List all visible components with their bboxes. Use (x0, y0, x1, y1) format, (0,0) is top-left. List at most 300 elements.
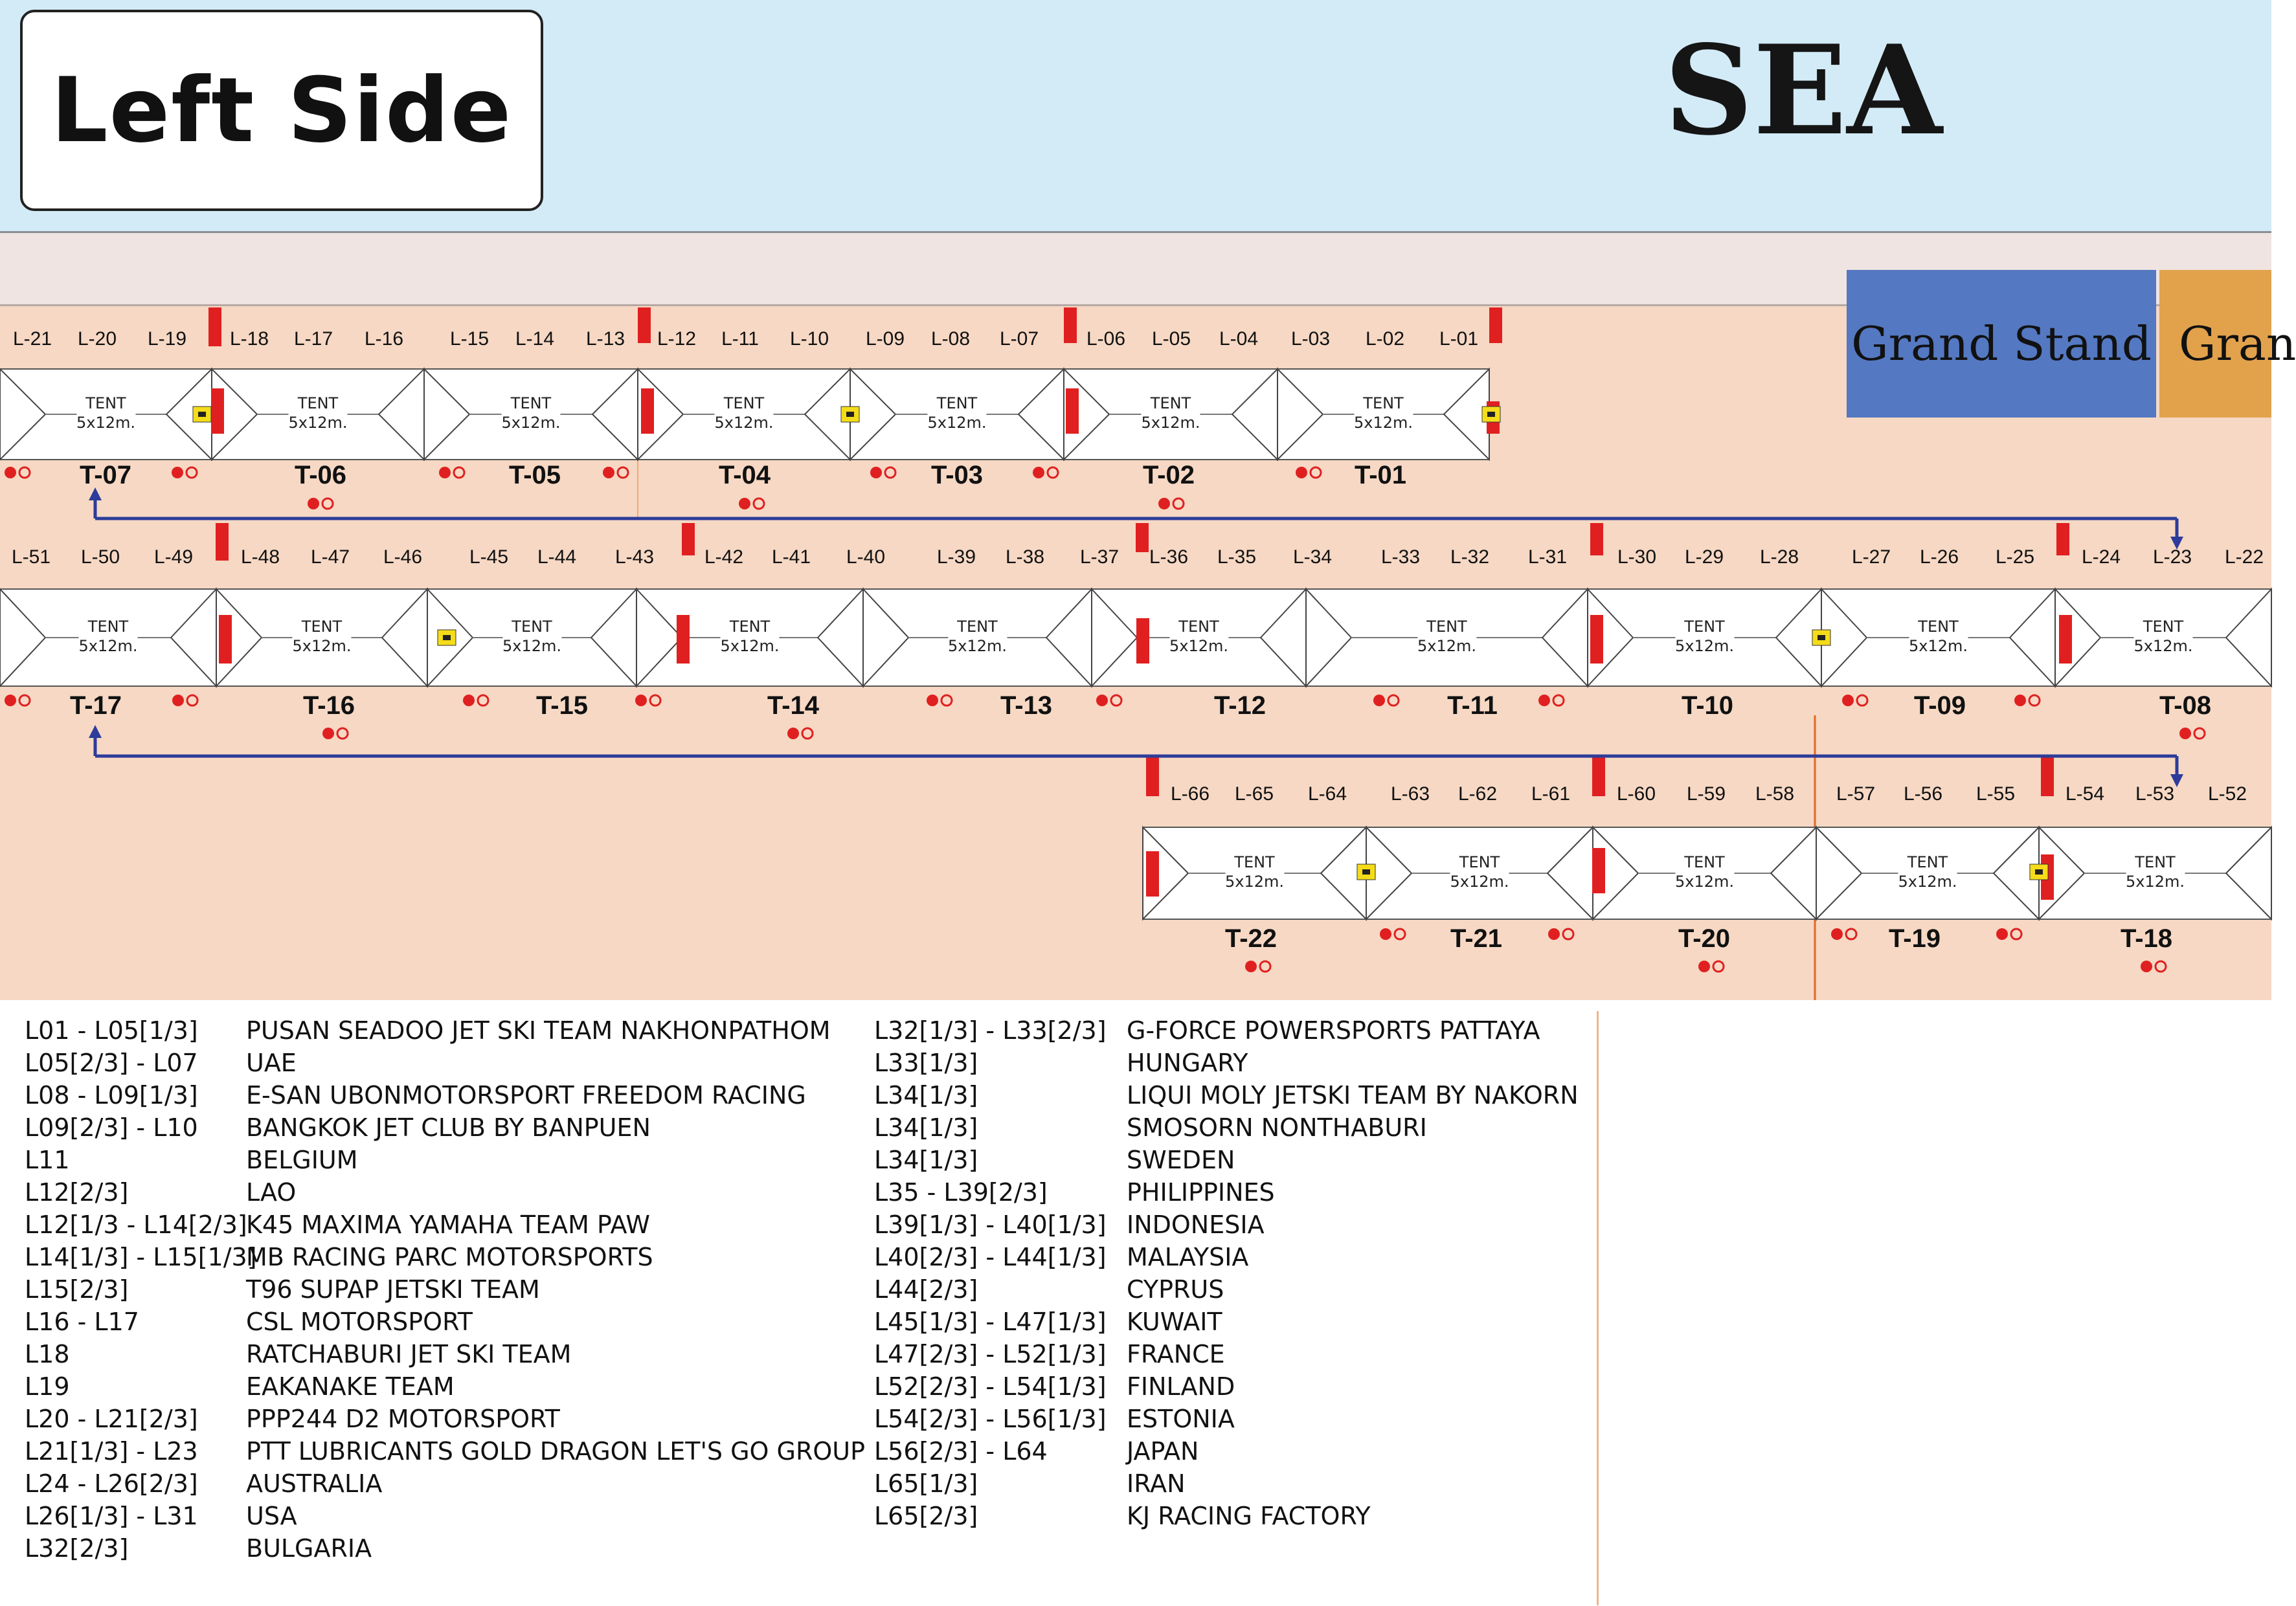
power-and-water-icon (927, 695, 938, 706)
tent-size: 5x12m. (501, 414, 561, 432)
legend-team-name: BELGIUM (246, 1146, 358, 1174)
lot-label: L-04 (1219, 328, 1259, 350)
legend-team-name: LAO (246, 1178, 297, 1207)
power-and-water-icon (1996, 928, 2008, 940)
legend-team-name: BANGKOK JET CLUB BY BANPUEN (246, 1113, 651, 1142)
power-and-water-icon (2029, 695, 2040, 706)
legend-divider (1597, 1011, 1599, 1605)
tent-label: TENT (1684, 853, 1725, 871)
lot-label: L-23 (2152, 546, 2192, 568)
red-flag-icon (1136, 618, 1149, 664)
legend-team-name: SWEDEN (1127, 1146, 1235, 1174)
tent-id-label: T-14 (767, 691, 820, 720)
tent-id-label: T-16 (302, 691, 355, 720)
lot-label: L-11 (721, 328, 759, 350)
lot-label: L-07 (999, 328, 1039, 350)
lot-label: L-46 (383, 546, 423, 568)
lot-label: L-47 (310, 546, 350, 568)
lot-label: L-59 (1686, 783, 1726, 805)
tent-size: 5x12m. (2133, 637, 2193, 655)
lot-label: L-22 (2224, 546, 2264, 568)
lot-label: L-48 (240, 546, 280, 568)
red-flag-icon (208, 307, 221, 346)
tent-size: 5x12m. (1169, 637, 1229, 655)
lot-label: L-44 (537, 546, 577, 568)
red-flag-icon (1590, 523, 1603, 555)
power-and-water-icon (739, 498, 750, 509)
legend-team-name: INDONESIA (1127, 1210, 1265, 1239)
tent-size: 5x12m. (502, 637, 562, 655)
tent-label: TENT (729, 618, 771, 636)
legend-team-name: T96 SUPAP JETSKI TEAM (246, 1275, 540, 1304)
tent-size: 5x12m. (1674, 637, 1735, 655)
legend-lot-range: L12[1/3 - L14[2/3] (25, 1210, 247, 1239)
tent-id-label: T-17 (69, 691, 122, 720)
tent-label: TENT (1426, 618, 1467, 636)
tent-id-label: T-11 (1447, 691, 1498, 720)
tent-id-label: T-10 (1681, 691, 1734, 720)
lot-label: L-09 (865, 328, 905, 350)
lot-label: L-55 (1975, 783, 2016, 805)
lot-label: L-10 (789, 328, 829, 350)
legend-lot-range: L32[2/3] (25, 1534, 129, 1563)
legend-team-name: USA (246, 1502, 297, 1530)
legend-lot-range: L26[1/3] - L31 (25, 1502, 198, 1530)
legend-team-name: MB RACING PARC MOTORSPORTS (246, 1243, 653, 1271)
lot-label: L-52 (2207, 783, 2247, 805)
power-and-water-icon (186, 467, 197, 478)
legend-lot-range: L47[2/3] - L52[1/3] (874, 1340, 1107, 1368)
legend-lot-range: L32[1/3] - L33[2/3] (874, 1016, 1107, 1045)
grand-stand: Grand Stand (1847, 270, 2156, 418)
tent-id-label: T-03 (930, 461, 984, 489)
legend-lot-range: L11 (25, 1146, 70, 1174)
legend-lot-range: L15[2/3] (25, 1275, 129, 1304)
lot-label: L-36 (1149, 546, 1189, 568)
legend-lot-range: L40[2/3] - L44[1/3] (874, 1243, 1107, 1271)
red-flag-icon (2056, 523, 2069, 555)
lot-label: L-05 (1151, 328, 1191, 350)
tent-size: 5x12m. (927, 414, 987, 432)
power-and-water-icon (2141, 961, 2152, 972)
tent-size: 5x12m. (1353, 414, 1413, 432)
red-flag-icon (682, 523, 695, 555)
side-title: Left Side (20, 10, 543, 211)
legend-team-name: LIQUI MOLY JETSKI TEAM BY NAKORN (1127, 1081, 1579, 1110)
cctv-camera-icon (1362, 869, 1370, 875)
lot-label: L-12 (657, 328, 697, 350)
legend-team-name: IRAN (1127, 1469, 1186, 1498)
tent-id-label: T-09 (1913, 691, 1966, 720)
legend-team-name: MALAYSIA (1127, 1243, 1249, 1271)
tent-size-label (1225, 853, 1284, 891)
power-and-water-icon (1388, 695, 1399, 706)
lot-label: L-35 (1217, 546, 1257, 568)
legend-team-name: UAE (246, 1049, 297, 1077)
legend-team-name: K45 MAXIMA YAMAHA TEAM PAW (246, 1210, 650, 1239)
lot-label: L-62 (1458, 783, 1498, 805)
legend-lot-range: L54[2/3] - L56[1/3] (874, 1405, 1107, 1433)
tent-label: TENT (1234, 853, 1275, 871)
legend-lot-range: L19 (25, 1372, 70, 1401)
power-and-water-icon (1033, 467, 1044, 478)
tent-label: TENT (87, 618, 129, 636)
tent-size-label (714, 394, 773, 432)
tent-size-label (927, 394, 986, 432)
power-and-water-icon (1846, 929, 1856, 939)
tent-size: 5x12m. (76, 414, 136, 432)
lot-label: L-57 (1836, 783, 1876, 805)
cctv-camera-icon (1818, 635, 1825, 640)
legend-team-name: E-SAN UBONMOTORSPORT FREEDOM RACING (246, 1081, 806, 1110)
tent-label: TENT (512, 618, 552, 636)
power-and-water-icon (478, 695, 488, 706)
power-and-water-icon (454, 467, 464, 478)
tent-label: TENT (1684, 618, 1725, 636)
legend-team-name: KUWAIT (1127, 1308, 1222, 1336)
lot-label: L-39 (936, 546, 976, 568)
tent-size-label (292, 617, 351, 656)
legend-lot-range: L65[2/3] (874, 1502, 978, 1530)
power-and-water-icon (1048, 467, 1058, 478)
legend-lot-range: L24 - L26[2/3] (25, 1469, 198, 1498)
lot-label: L-43 (614, 546, 655, 568)
red-flag-icon (1489, 307, 1502, 343)
lot-label: L-25 (1995, 546, 2035, 568)
power-and-water-icon (1245, 961, 1257, 972)
legend-lot-range: L09[2/3] - L10 (25, 1113, 198, 1142)
power-and-water-icon (172, 695, 184, 706)
lot-label: L-06 (1086, 328, 1126, 350)
lot-label: L-28 (1759, 546, 1799, 568)
legend-lot-range: L05[2/3] - L07 (25, 1049, 198, 1077)
tent-label: TENT (1178, 618, 1219, 636)
tent-size: 5x12m. (714, 414, 774, 432)
legend-lot-range: L56[2/3] - L64 (874, 1437, 1048, 1466)
power-and-water-icon (618, 467, 628, 478)
lot-label: L-18 (229, 328, 269, 350)
grand-stand-partial: Gran (2159, 270, 2271, 418)
lot-label: L-08 (930, 328, 971, 350)
legend-lot-range: L34[1/3] (874, 1081, 978, 1110)
legend-team-name: CYPRUS (1127, 1275, 1224, 1304)
tent-size-label (948, 617, 1007, 656)
legend-team-name: EAKANAKE TEAM (246, 1372, 455, 1401)
tent-id-label: T-06 (294, 461, 347, 489)
tent-id-label: T-13 (1000, 691, 1053, 720)
tent-size-label (2133, 617, 2192, 656)
red-flag-icon (1146, 756, 1159, 796)
tent-size-label (1675, 617, 1734, 656)
power-and-water-icon (603, 467, 614, 478)
tent-size-label (76, 394, 135, 432)
power-and-water-icon (337, 728, 348, 739)
lot-label: L-61 (1531, 783, 1571, 805)
power-and-water-icon (1713, 961, 1724, 972)
power-and-water-icon (1311, 467, 1321, 478)
legend-team-name: CSL MOTORSPORT (246, 1308, 473, 1336)
lot-label: L-01 (1439, 328, 1479, 350)
red-flag-icon (1064, 307, 1077, 343)
lot-label: L-21 (12, 328, 52, 350)
red-flag-icon (1146, 851, 1159, 897)
lot-label: L-41 (771, 546, 811, 568)
power-and-water-icon (2011, 929, 2021, 939)
lot-label: L-49 (153, 546, 194, 568)
tent-size-label (1675, 853, 1734, 891)
power-and-water-icon (941, 695, 952, 706)
legend-team-name: G-FORCE POWERSPORTS PATTAYA (1127, 1016, 1540, 1045)
power-and-water-icon (322, 728, 334, 739)
lot-label: L-64 (1307, 783, 1347, 805)
lot-label: L-29 (1684, 546, 1724, 568)
red-flag-icon (2041, 756, 2054, 796)
tent-label: TENT (2135, 853, 2176, 871)
power-and-water-icon (1698, 961, 1710, 972)
power-and-water-icon (1563, 929, 1573, 939)
power-and-water-icon (2179, 728, 2191, 739)
legend-team-name: PTT LUBRICANTS GOLD DRAGON LET'S GO GROUP (246, 1437, 866, 1466)
tent-size-label (502, 617, 561, 656)
cctv-camera-icon (2035, 869, 2043, 875)
lot-label: L-26 (1919, 546, 1959, 568)
lot-label: L-58 (1755, 783, 1795, 805)
legend-team-name: PPP244 D2 MOTORSPORT (246, 1405, 560, 1433)
tent-label: TENT (301, 618, 343, 636)
lot-label: L-15 (449, 328, 490, 350)
legend-team-name: RATCHABURI JET SKI TEAM (246, 1340, 572, 1368)
power-and-water-icon (19, 467, 30, 478)
legend-lot-range: L14[1/3] - L15[1/3] (25, 1243, 257, 1271)
tent-id-label: T-02 (1142, 461, 1195, 489)
lot-label: L-56 (1903, 783, 1943, 805)
power-and-water-icon (1538, 695, 1550, 706)
lot-label: L-16 (364, 328, 404, 350)
legend-lot-range: L33[1/3] (874, 1049, 978, 1077)
legend-team-name: KJ RACING FACTORY (1127, 1502, 1371, 1530)
legend-team-name: FINLAND (1127, 1372, 1235, 1401)
tent-label: TENT (723, 394, 765, 412)
lot-label: L-13 (585, 328, 625, 350)
power-and-water-icon (19, 695, 30, 706)
tent-label: TENT (510, 394, 552, 412)
tent-id-label: T-08 (2159, 691, 2212, 720)
legend-team-name: SMOSORN NONTHABURI (1127, 1113, 1427, 1142)
power-and-water-icon (1857, 695, 1867, 706)
tent-id-label: T-19 (1888, 924, 1941, 953)
lot-label: L-03 (1290, 328, 1331, 350)
tent-label: TENT (1907, 853, 1948, 871)
legend-lot-range: L18 (25, 1340, 70, 1368)
legend-lot-range: L01 - L05[1/3] (25, 1016, 198, 1045)
power-and-water-icon (787, 728, 799, 739)
tent-size: 5x12m. (1224, 873, 1285, 891)
tent-size-label (1417, 617, 1476, 656)
power-and-water-icon (2014, 695, 2026, 706)
red-flag-icon (641, 388, 654, 434)
power-and-water-icon (1395, 929, 1405, 939)
legend-team-name: AUSTRALIA (246, 1469, 383, 1498)
lot-label: L-24 (2081, 546, 2121, 568)
sea-label: SEA (1664, 18, 1942, 162)
tent-label: TENT (1363, 394, 1404, 412)
lot-label: L-34 (1292, 546, 1333, 568)
tent-label: TENT (1918, 618, 1959, 636)
legend-team-name: ESTONIA (1127, 1405, 1235, 1433)
tent-size: 5x12m. (1450, 873, 1509, 891)
lot-label: L-53 (2135, 783, 2175, 805)
power-and-water-icon (1831, 928, 1843, 940)
legend-lot-range: L08 - L09[1/3] (25, 1081, 198, 1110)
tent-size-label (1909, 617, 1968, 656)
tent-size-label (1354, 394, 1413, 432)
red-flag-icon (1136, 523, 1149, 552)
tent-size: 5x12m. (2125, 873, 2185, 891)
power-and-water-icon (308, 498, 319, 509)
tent-size: 5x12m. (1674, 873, 1735, 891)
red-flag-icon (1592, 848, 1605, 893)
power-and-water-icon (885, 467, 895, 478)
legend-lot-range: L44[2/3] (874, 1275, 978, 1304)
power-and-water-icon (635, 695, 647, 706)
tent-id-label: T-01 (1354, 461, 1407, 489)
power-and-water-icon (187, 695, 197, 706)
lot-label: L-17 (293, 328, 333, 350)
power-and-water-icon (1260, 961, 1270, 972)
tent-id-label: T-05 (508, 461, 561, 489)
lot-label: L-30 (1617, 546, 1657, 568)
lot-label: L-37 (1079, 546, 1120, 568)
lot-label: L-27 (1851, 546, 1891, 568)
tent-size: 5x12m. (1898, 873, 1957, 891)
legend-team-name: JAPAN (1127, 1437, 1199, 1466)
lot-label: L-54 (2065, 783, 2105, 805)
red-flag-icon (2059, 615, 2072, 664)
tent-id-label: T-15 (535, 691, 589, 720)
tent-size-label (1898, 853, 1957, 891)
tent-label: TENT (85, 394, 126, 412)
legend-team-name: BULGARIA (246, 1534, 372, 1563)
cctv-camera-icon (198, 412, 206, 417)
tent-size: 5x12m. (292, 637, 352, 655)
power-and-water-icon (754, 498, 764, 509)
legend-lot-range: L65[1/3] (874, 1469, 978, 1498)
legend-team-name: PUSAN SEADOO JET SKI TEAM NAKHONPATHOM (246, 1016, 831, 1045)
lot-label: L-60 (1616, 783, 1656, 805)
power-and-water-icon (1173, 498, 1184, 509)
tent-size-label (2126, 853, 2185, 891)
legend-team-name: FRANCE (1127, 1340, 1225, 1368)
lot-label: L-31 (1527, 546, 1568, 568)
cctv-camera-icon (846, 412, 854, 417)
legend-lot-range: L20 - L21[2/3] (25, 1405, 198, 1433)
lot-label: L-02 (1365, 328, 1405, 350)
lot-label: L-50 (80, 546, 120, 568)
power-and-water-icon (439, 467, 451, 478)
red-flag-icon (1590, 615, 1603, 664)
tent-size: 5x12m. (288, 414, 348, 432)
legend-lot-range: L45[1/3] - L47[1/3] (874, 1308, 1107, 1336)
team-allocation-legend (0, 1010, 1599, 1592)
lot-label: L-42 (704, 546, 744, 568)
power-and-water-icon (1096, 695, 1108, 706)
legend-lot-range: L39[1/3] - L40[1/3] (874, 1210, 1107, 1239)
tent-id-label: T-20 (1678, 924, 1731, 953)
legend-lot-range: L35 - L39[2/3] (874, 1178, 1048, 1207)
legend-lot-range: L34[1/3] (874, 1146, 978, 1174)
red-flag-icon (216, 523, 229, 561)
power-and-water-icon (802, 728, 813, 739)
red-flag-icon (219, 615, 232, 664)
tent-label: TENT (957, 618, 998, 636)
power-and-water-icon (1373, 695, 1385, 706)
power-and-water-icon (650, 695, 660, 706)
walkway-arrow-icon (89, 725, 102, 738)
tent-size: 5x12m. (720, 637, 780, 655)
tent-size-label (501, 394, 560, 432)
tent-size: 5x12m. (947, 637, 1007, 655)
tent-id-label: T-07 (79, 461, 132, 489)
legend-team-name: PHILIPPINES (1127, 1178, 1275, 1207)
power-and-water-icon (2194, 728, 2205, 739)
power-and-water-icon (322, 498, 333, 509)
lot-label: L-51 (11, 546, 51, 568)
tent-size: 5x12m. (1141, 414, 1200, 432)
power-and-water-icon (1158, 498, 1170, 509)
lot-label: L-19 (147, 328, 187, 350)
tent-id-label: T-18 (2120, 924, 2173, 953)
tent-label: TENT (1150, 394, 1191, 412)
tent-size-label (1141, 394, 1200, 432)
lot-label: L-65 (1234, 783, 1274, 805)
tent-id-label: T-12 (1213, 691, 1266, 720)
lot-label: L-38 (1005, 546, 1045, 568)
red-flag-icon (1592, 756, 1605, 796)
tent-size-label (720, 617, 779, 656)
legend-lot-range: L16 - L17 (25, 1308, 139, 1336)
red-flag-icon (677, 615, 690, 664)
power-and-water-icon (172, 467, 183, 478)
tent-size: 5x12m. (1417, 637, 1477, 655)
tent-id-label: T-21 (1450, 924, 1503, 953)
cctv-camera-icon (443, 635, 451, 640)
red-flag-icon (638, 307, 651, 343)
legend-lot-range: L21[1/3] - L23 (25, 1437, 198, 1466)
tent-size-label (288, 394, 347, 432)
tent-id-label: T-22 (1224, 924, 1277, 953)
power-and-water-icon (1380, 928, 1391, 940)
power-and-water-icon (1296, 467, 1307, 478)
lot-label: L-45 (469, 546, 509, 568)
power-and-water-icon (870, 467, 882, 478)
lot-label: L-14 (515, 328, 555, 350)
lot-label: L-40 (846, 546, 886, 568)
legend-lot-range: L12[2/3] (25, 1178, 129, 1207)
tent-label: TENT (297, 394, 339, 412)
tent-label: TENT (2143, 618, 2184, 636)
power-and-water-icon (463, 695, 475, 706)
cctv-camera-icon (1487, 412, 1495, 417)
lot-label: L-63 (1390, 783, 1430, 805)
power-and-water-icon (1111, 695, 1121, 706)
power-and-water-icon (5, 695, 16, 706)
power-and-water-icon (1553, 695, 1564, 706)
power-and-water-icon (1842, 695, 1854, 706)
tent-size-label (1169, 617, 1228, 656)
tent-size-label (1450, 853, 1509, 891)
tent-size: 5x12m. (1908, 637, 1968, 655)
lot-label: L-20 (77, 328, 117, 350)
